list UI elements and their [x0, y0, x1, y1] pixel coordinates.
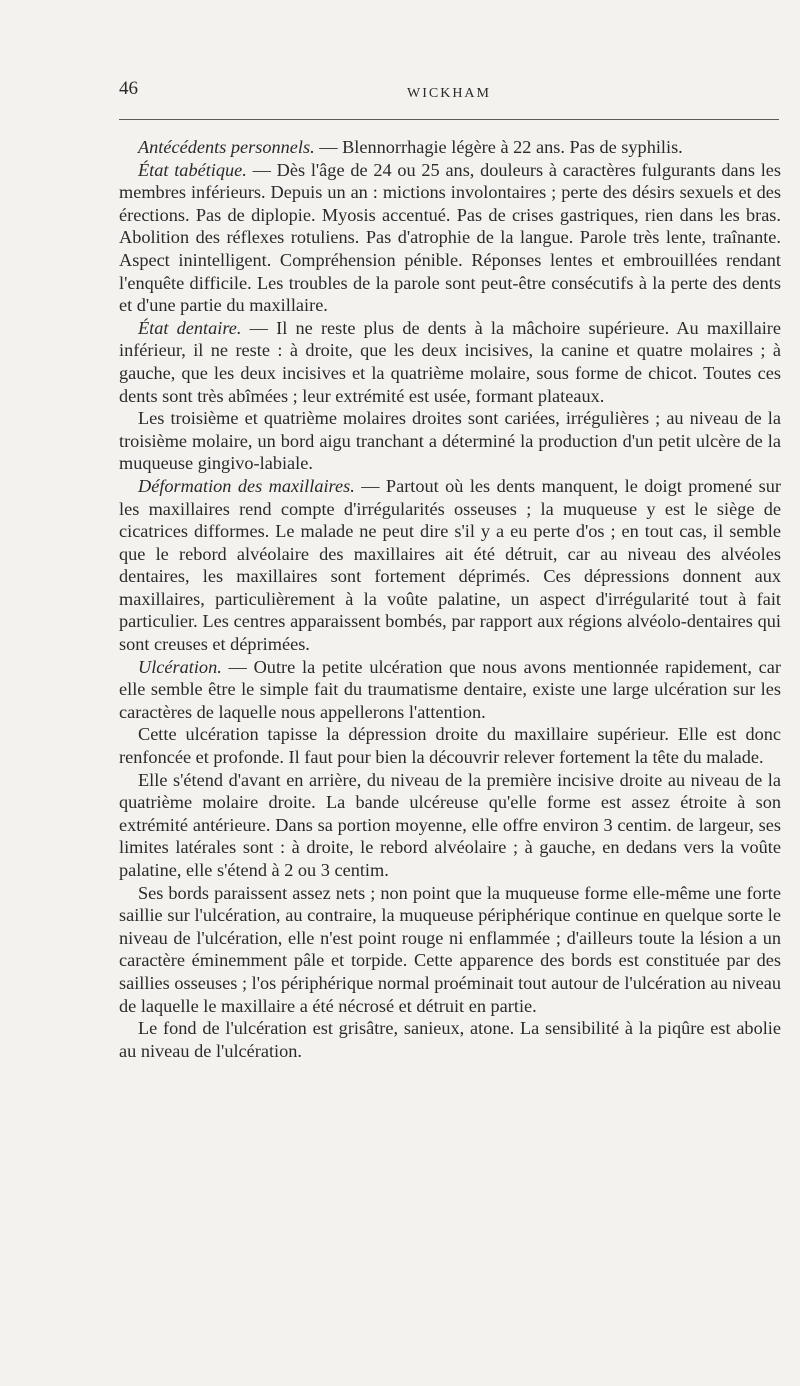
paragraph-text: Le fond de l'ulcération est grisâtre, sanieux, atone. La sensibilité à la piqûre est abolie au niveau de l'ulcération. [119, 1018, 781, 1061]
paragraph-text: Les troisième et quatrième molaires droites sont cariées, irrégulières ; au niveau de la troisième molaire, un bord aigu tranchant a déterminé la production d'un petit ulcère de la muqueuse gingivo-labiale. [119, 408, 781, 474]
paragraph-etat-tabetique [119, 159, 781, 317]
paragraph-text: Elle s'étend d'avant en arrière, du niveau de la première incisive droite au niveau de la quatrième molaire droite. La bande ulcéreuse qu'elle forme est assez étroite à son extrémité antérieure. Dans sa portion moyenne, elle offre environ 3 centim. de largeur, ses limites latérales sont : à droite, le rebord alvéolaire ; à gauche, en dedans vers la voûte palatine, elle s'étend à 2 ou 3 centim. [119, 769, 781, 880]
paragraph-deformation [119, 475, 781, 656]
paragraph-lead: Antécédents personnels. [138, 137, 315, 157]
paragraph-text: — Dès l'âge de 24 ou 25 ans, douleurs à caractères fulgurants dans les membres inférieurs. Depuis un an : mictions involontaires ; perte des désirs sexuels et des érections. Pas de diplopie. Myosis accentué. Pas de crises gastriques, rien dans les bras. Abolition des réflexes rotuliens. Pas d'atrophie de la langue. Parole très lente, traînante. Aspect inintelligent. Compréhension pénible. Réponses lentes et embrouillées rendant l'enquête difficile. Les troubles de la parole sont peut-être consécutifs à la perte des dents et d'une partie du maxillaire. [119, 159, 781, 316]
paragraph-bords [119, 882, 781, 1018]
paragraph-text: — Il ne reste plus de dents à la mâchoire supérieure. Au maxillaire inférieur, il ne reste : à droite, que les deux incisives, la canine et quatre molaires ; à gauche, que les deux incisives et la quatrième molaire, sous forme de chicot. Toutes ces dents sont très abîmées ; leur extrémité est usée, formant plateaux. [119, 317, 782, 406]
paragraph-text: Cette ulcération tapisse la dépression droite du maxillaire supérieur. Elle est donc renfoncée et profonde. Il faut pour bien la découvrir relever fortement la tête du malade. [119, 724, 781, 768]
paragraph-etend [119, 769, 781, 882]
header-rule [119, 119, 779, 120]
paragraph-lead: État dentaire. [138, 317, 242, 338]
paragraph-fond [119, 1017, 781, 1062]
page-header [119, 78, 779, 112]
paragraph-lead: Ulcération. [138, 656, 222, 677]
paragraph-tapisse [119, 723, 781, 768]
paragraph-etat-dentaire [119, 317, 781, 407]
paragraph-text: Ses bords paraissent assez nets ; non point que la muqueuse forme elle-même une forte saillie sur l'ulcération, au contraire, la muqueuse périphérique continue en quelque sorte le niveau de l'ulcération, elle n'est point rouge ni enflammée ; d'ailleurs toute la lésion a un caractère éminemment pâle et torpide. Cette apparence des bords est constituée par des saillies osseuses ; l'os périphérique normal proéminait tout autour de l'ulcération au niveau de laquelle le maxillaire a été nécrosé et détruit en partie. [119, 882, 781, 1016]
paragraph-text: — Outre la petite ulcération que nous avons mentionnée rapidement, car elle semble être le simple fait du traumatisme dentaire, existe une large ulcération sur les caractères de laquelle nous appellerons l'attention. [119, 656, 781, 722]
paragraph-lead: État tabétique. [138, 159, 247, 180]
paragraph-lead: Déformation des maxillaires. [138, 475, 355, 496]
running-title: WICKHAM [407, 86, 491, 101]
paragraph-molaires [119, 407, 781, 475]
paragraph-text: — Blennorrhagie légère à 22 ans. Pas de syphilis. [314, 137, 683, 157]
paragraph-antecedents [119, 136, 781, 159]
paragraph-text: — Partout où les dents manquent, le doigt promené sur les maxillaires rend compte d'irrégularités osseuses ; la muqueuse y est le siège de cicatrices difformes. Le malade ne peut dire s'il y a eu perte d'os ; en tout cas, il semble que le rebord alvéolaire des maxillaires ait été détruit, car au niveau des alvéoles dentaires, les maxillaires sont fortement déprimés. Ces dépressions donnent aux maxillaires, particulièrement à la voûte palatine, un aspect d'irrégularité tout à fait particulier. Les centres apparaissent bombés, par rapport aux régions alvéolo-dentaires qui sont creuses et déprimées. [119, 475, 781, 655]
paragraph-ulceration [119, 656, 781, 724]
page-body [119, 136, 781, 1062]
page-number: 46 [119, 78, 138, 99]
